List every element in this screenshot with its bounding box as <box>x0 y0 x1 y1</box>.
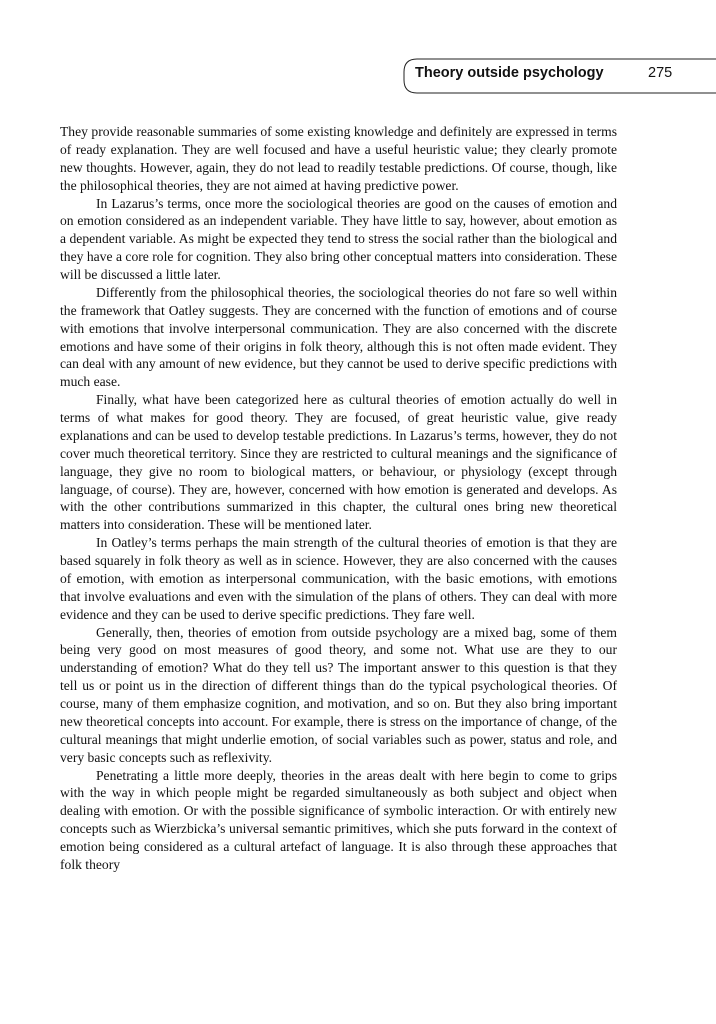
running-title: Theory outside psychology <box>415 65 604 81</box>
paragraph: In Oatley’s terms perhaps the main strength of the cultural theories of emotion is that they are based squarely in folk theory as well as in science. However, they are also concerned with the causes of emotion, with emotion as interpersonal communication, with the basic emotions, with emotions that involve evaluations and even with the simulation of the plans of others. They can deal with more evidence and they can be used to derive specific predictions. They fare well. <box>60 535 617 622</box>
body-text <box>60 123 617 874</box>
page-number: 275 <box>648 65 673 81</box>
running-header <box>403 58 716 94</box>
paragraph: Finally, what have been categorized here as cultural theories of emotion actually do well in terms of what makes for good theory. They are focused, of great heuristic value, give ready explanations and can be used to develop testable predictions. In Lazarus’s terms, however, they do not cover much theoretical territory. Since they are restricted to cultural meanings and the significance of language, they give no room to biological matters, or behaviour, or physiology (except through language, of course). They are, however, concerned with how emotion is generated and develops. As with the other contributions summarized in this chapter, the cultural ones bring new theoretical matters into consideration. These will be mentioned later. <box>60 392 617 533</box>
paragraph: Penetrating a little more deeply, theories in the areas dealt with here begin to come to grips with the way in which people might be regarded simultaneously as both subject and object when dealing with emotion. Or with the possible significance of symbolic interaction. Or with entirely new concepts such as Wierzbicka’s universal semantic primitives, which she puts forward in the context of emotion being considered as a cultural artefact of language. It is also through these approaches that folk theory <box>60 767 617 872</box>
paragraph: They provide reasonable summaries of some existing knowledge and definitely are expressed in terms of ready explanation. They are well focused and have a useful heuristic value; they clearly promote new thoughts. However, again, they do not lead to readily testable predictions. Of course, though, like the philosophical theories, they are not aimed at having predictive power. <box>60 124 617 193</box>
paragraph: In Lazarus’s terms, once more the sociological theories are good on the causes of emotion and on emotion considered as an independent variable. They have little to say, however, about emotion as a dependent variable. As might be expected they tend to stress the social rather than the biological and they have a core role for cognition. They also bring other conceptual matters into consideration. These will be discussed a little later. <box>60 195 617 282</box>
paragraph: Generally, then, theories of emotion from outside psychology are a mixed bag, some of them being very good on most measures of good theory, and some not. What use are they to our understanding of emotion? What do they tell us? The important answer to this question is that they tell us or point us in the direction of different things than do the typical psychological theories. Of course, many of them emphasize cognition, and motivation, and so on. But they also bring important new theoretical concepts into account. For example, there is stress on the importance of change, of the cultural meanings that might underlie emotion, of social variables such as power, status and role, and very basic concepts such as reflexivity. <box>60 624 617 765</box>
paragraph: Differently from the philosophical theories, the sociological theories do not fare so well within the framework that Oatley suggests. They are concerned with the function of emotions and of course with emotions that involve interpersonal communication. They are also concerned with the discrete emotions and have some of their origins in folk theory, although this is not often made evident. They can deal with any amount of new evidence, but they cannot be used to derive specific predictions with much ease. <box>60 284 617 390</box>
